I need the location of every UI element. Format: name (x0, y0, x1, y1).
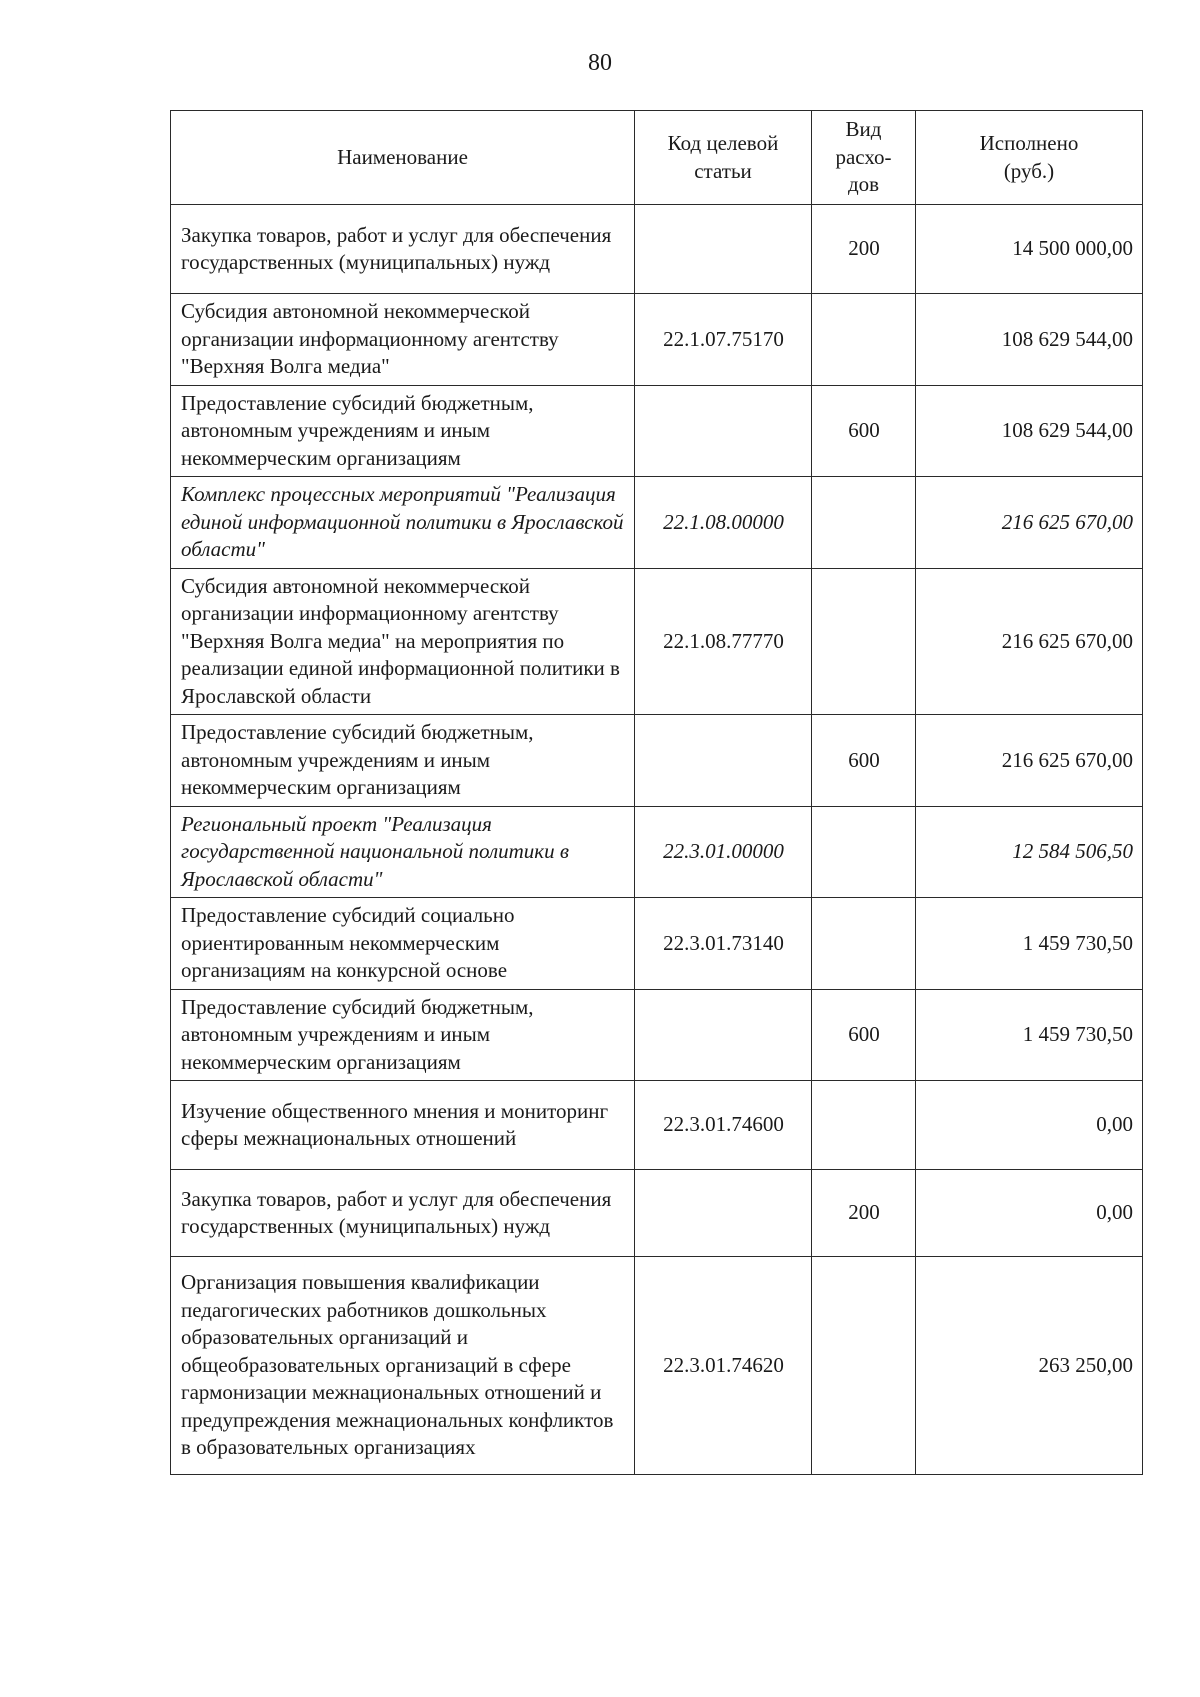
cell-expense-type: 600 (812, 385, 916, 477)
table-row (171, 205, 1143, 294)
cell-executed-amount: 1 459 730,50 (916, 898, 1143, 990)
cell-expense-type (812, 898, 916, 990)
table-header-row (171, 111, 1143, 205)
cell-target-code: 22.1.07.75170 (635, 294, 812, 386)
header-expense-type: Вид расхо-дов (812, 111, 916, 205)
cell-name: Комплекс процессных мероприятий "Реализация единой информационной политики в Ярославской области" (171, 477, 635, 569)
table-row (171, 806, 1143, 898)
cell-name: Субсидия автономной некоммерческой организации информационному агентству "Верхняя Волга медиа" (171, 294, 635, 386)
cell-name: Региональный проект "Реализация государственной национальной политики в Ярославской области" (171, 806, 635, 898)
cell-target-code (635, 715, 812, 807)
table-row (171, 385, 1143, 477)
cell-expense-type: 200 (812, 1170, 916, 1257)
cell-name: Предоставление субсидий социально ориентированным некоммерческим организациям на конкурсной основе (171, 898, 635, 990)
cell-executed-amount: 108 629 544,00 (916, 294, 1143, 386)
cell-name: Изучение общественного мнения и мониторинг сферы межнациональных отношений (171, 1081, 635, 1170)
cell-executed-amount: 12 584 506,50 (916, 806, 1143, 898)
cell-name: Предоставление субсидий бюджетным, автономным учреждениям и иным некоммерческим организациям (171, 715, 635, 807)
cell-executed-amount: 14 500 000,00 (916, 205, 1143, 294)
cell-name: Предоставление субсидий бюджетным, автономным учреждениям и иным некоммерческим организациям (171, 989, 635, 1081)
table-body (171, 205, 1143, 1475)
cell-name: Закупка товаров, работ и услуг для обеспечения государственных (муниципальных) нужд (171, 205, 635, 294)
cell-executed-amount: 263 250,00 (916, 1257, 1143, 1475)
table-row (171, 1170, 1143, 1257)
cell-name: Закупка товаров, работ и услуг для обеспечения государственных (муниципальных) нужд (171, 1170, 635, 1257)
cell-expense-type: 600 (812, 715, 916, 807)
cell-executed-amount: 216 625 670,00 (916, 715, 1143, 807)
cell-target-code: 22.1.08.77770 (635, 568, 812, 715)
cell-target-code: 22.1.08.00000 (635, 477, 812, 569)
cell-target-code (635, 205, 812, 294)
cell-executed-amount: 1 459 730,50 (916, 989, 1143, 1081)
table-row (171, 294, 1143, 386)
cell-name: Предоставление субсидий бюджетным, автономным учреждениям и иным некоммерческим организациям (171, 385, 635, 477)
cell-expense-type: 600 (812, 989, 916, 1081)
table-row (171, 715, 1143, 807)
cell-name: Организация повышения квалификации педагогических работников дошкольных образовательных организаций и общеобразовательных организаций в сфере гармонизации межнациональных отношений и предупреждения межнациональных конфликтов в образовательных организациях (171, 1257, 635, 1475)
table-row (171, 477, 1143, 569)
cell-expense-type (812, 806, 916, 898)
table-row (171, 1081, 1143, 1170)
page-number: 80 (588, 50, 612, 76)
budget-execution-table (170, 110, 1143, 1475)
cell-target-code (635, 989, 812, 1081)
cell-expense-type (812, 568, 916, 715)
header-name: Наименование (171, 111, 635, 205)
header-executed-amount: Исполнено (руб.) (916, 111, 1143, 205)
cell-expense-type (812, 1081, 916, 1170)
cell-executed-amount: 216 625 670,00 (916, 477, 1143, 569)
cell-target-code (635, 1170, 812, 1257)
cell-expense-type: 200 (812, 205, 916, 294)
cell-expense-type (812, 1257, 916, 1475)
cell-expense-type (812, 294, 916, 386)
cell-executed-amount: 216 625 670,00 (916, 568, 1143, 715)
table-row (171, 1257, 1143, 1475)
cell-target-code: 22.3.01.74600 (635, 1081, 812, 1170)
table-row (171, 989, 1143, 1081)
header-target-code: Код целевой статьи (635, 111, 812, 205)
cell-target-code: 22.3.01.74620 (635, 1257, 812, 1475)
cell-target-code (635, 385, 812, 477)
cell-target-code: 22.3.01.00000 (635, 806, 812, 898)
cell-target-code: 22.3.01.73140 (635, 898, 812, 990)
table-row (171, 898, 1143, 990)
table-row (171, 568, 1143, 715)
cell-name: Субсидия автономной некоммерческой организации информационному агентству "Верхняя Волга медиа" на мероприятия по реализации единой информационной политики в Ярославской области (171, 568, 635, 715)
cell-executed-amount: 0,00 (916, 1081, 1143, 1170)
cell-executed-amount: 108 629 544,00 (916, 385, 1143, 477)
cell-executed-amount: 0,00 (916, 1170, 1143, 1257)
cell-expense-type (812, 477, 916, 569)
